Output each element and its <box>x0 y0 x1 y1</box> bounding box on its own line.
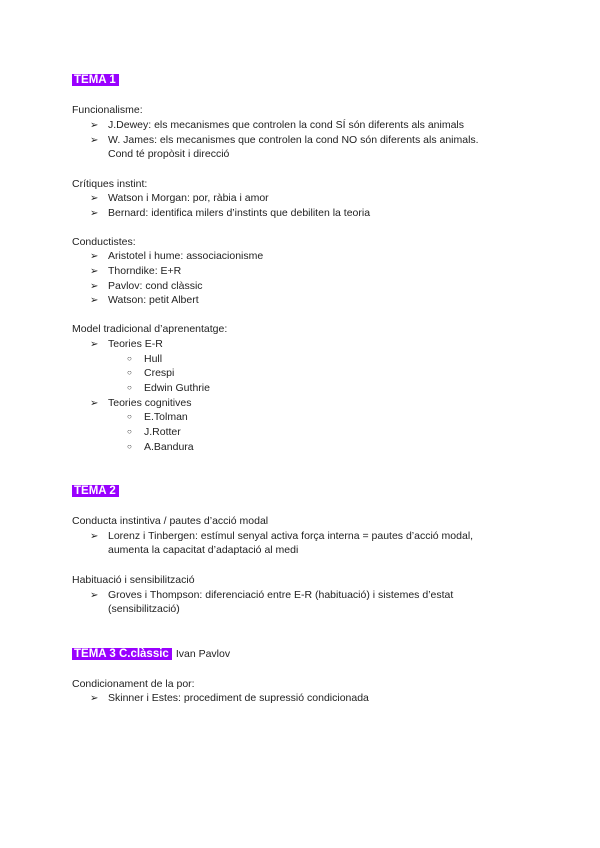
arrow-bullet-icon: ➢ <box>90 295 99 306</box>
list-item: ➢ Bernard: identifica milers d’instints que debiliten la teoria <box>90 207 371 219</box>
model-heading: Model tradicional d’aprenentatge: <box>72 323 228 335</box>
arrow-bullet-icon: ➢ <box>90 693 99 704</box>
arrow-bullet-icon: ➢ <box>90 281 99 292</box>
circle-bullet-icon: ○ <box>127 427 132 436</box>
critiques-heading: Crítiques instint: <box>72 178 148 190</box>
list-item: ➢ Watson i Morgan: por, ràbia i amor <box>90 192 269 204</box>
condicionament-heading: Condicionament de la por: <box>72 678 195 690</box>
arrow-bullet-icon: ➢ <box>90 266 99 277</box>
arrow-bullet-icon: ➢ <box>90 120 99 131</box>
list-item-continuation: Cond té propòsit i direcció <box>108 148 230 160</box>
circle-bullet-icon: ○ <box>127 383 132 392</box>
tema2-title <box>72 484 119 498</box>
sub-list-item: ○ E.Tolman <box>127 411 188 423</box>
conductistes-heading: Conductistes: <box>72 236 136 248</box>
list-item: ➢ Aristotel i hume: associacionisme <box>90 250 264 262</box>
arrow-bullet-icon: ➢ <box>90 193 99 204</box>
habituacio-heading: Habituació i sensibilització <box>72 574 195 586</box>
tema3-subtitle: Ivan Pavlov <box>175 648 231 660</box>
arrow-bullet-icon: ➢ <box>90 135 99 146</box>
sub-list-item: ○ J.Rotter <box>127 426 181 438</box>
circle-bullet-icon: ○ <box>127 368 132 377</box>
sub-list-item: ○ A.Bandura <box>127 441 194 453</box>
arrow-bullet-icon: ➢ <box>90 531 99 542</box>
list-item-continuation: (sensibilització) <box>108 603 180 615</box>
sub-list-item: ○ Crespi <box>127 367 175 379</box>
conducta-heading: Conducta instintiva / pautes d’acció modal <box>72 515 269 527</box>
list-item: ➢ Teories E-R <box>90 338 163 350</box>
tema1-title <box>72 73 119 87</box>
list-item: ➢ Teories cognitives <box>90 397 192 409</box>
list-item: ➢ Watson: petit Albert <box>90 294 199 306</box>
circle-bullet-icon: ○ <box>127 412 132 421</box>
list-item: ➢ W. James: els mecanismes que controlen la cond NO són diferents als animals. <box>90 134 479 146</box>
funcionalisme-heading: Funcionalisme: <box>72 104 143 116</box>
tema3-label: TEMA 3 C.clàssic <box>72 648 172 660</box>
list-item: ➢ Groves i Thompson: diferenciació entre E-R (habituació) i sistemes d’estat <box>90 589 454 601</box>
tema2-label: TEMA 2 <box>72 485 119 497</box>
arrow-bullet-icon: ➢ <box>90 590 99 601</box>
list-item: ➢ J.Dewey: els mecanismes que controlen la cond SÍ són diferents als animals <box>90 119 465 131</box>
sub-list-item: ○ Hull <box>127 353 163 365</box>
arrow-bullet-icon: ➢ <box>90 339 99 350</box>
arrow-bullet-icon: ➢ <box>90 398 99 409</box>
tema3-title <box>72 647 230 661</box>
list-item: ➢ Lorenz i Tinbergen: estímul senyal activa força interna = pautes d’acció modal, <box>90 530 474 542</box>
circle-bullet-icon: ○ <box>127 354 132 363</box>
arrow-bullet-icon: ➢ <box>90 251 99 262</box>
list-item-continuation: aumenta la capacitat d’adaptació al medi <box>108 544 299 556</box>
tema1-label: TEMA 1 <box>72 74 119 86</box>
list-item: ➢ Skinner i Estes: procediment de supressió condicionada <box>90 692 369 704</box>
sub-list-item: ○ Edwin Guthrie <box>127 382 210 394</box>
arrow-bullet-icon: ➢ <box>90 208 99 219</box>
circle-bullet-icon: ○ <box>127 442 132 451</box>
list-item: ➢ Pavlov: cond clàssic <box>90 280 203 292</box>
list-item: ➢ Thorndike: E+R <box>90 265 182 277</box>
